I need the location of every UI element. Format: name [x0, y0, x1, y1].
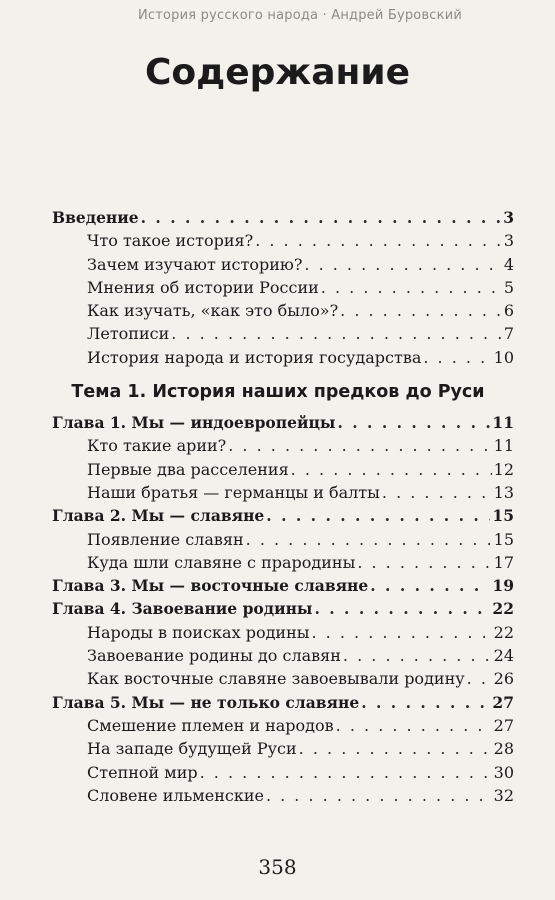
toc-entry-page: 6	[503, 301, 514, 321]
dot-leader	[299, 739, 492, 758]
toc-chapter-entry	[52, 693, 514, 716]
dot-leader	[255, 231, 502, 250]
toc-entry	[52, 483, 514, 506]
toc-entry-page: 32	[493, 785, 514, 805]
toc-entry	[52, 763, 514, 786]
toc-entry	[52, 231, 514, 254]
toc-chapter-entry	[52, 413, 514, 436]
toc-entry-label: Завоевание родины до славян	[87, 646, 341, 666]
dot-leader	[141, 208, 502, 227]
page-title: Содержание	[144, 52, 411, 93]
toc-entry-page: 27	[493, 715, 514, 735]
toc-entry-page: 15	[493, 529, 514, 549]
toc-entry-label: Первые два расселения	[87, 459, 289, 479]
dot-leader	[423, 348, 491, 367]
toc-entry-page: 19	[492, 576, 514, 596]
toc-entry-label: Глава 2. Мы — славяне	[52, 506, 265, 526]
toc-chapter-entry	[52, 576, 514, 599]
toc-chapter-entry	[52, 506, 514, 529]
dot-leader	[370, 576, 490, 595]
dot-leader	[357, 553, 491, 572]
toc-entry-page: 30	[493, 762, 514, 782]
dot-leader	[266, 506, 490, 525]
toc-entry-page: 15	[492, 506, 514, 526]
intro-list	[52, 208, 514, 371]
toc-entry	[52, 646, 514, 669]
toc-entry-label: Глава 5. Мы — не только славяне	[52, 692, 360, 712]
toc-entry-page: 22	[492, 599, 514, 619]
toc-entry	[52, 460, 514, 483]
dot-leader	[171, 324, 502, 343]
toc-entry-label: Наши братья — германцы и балты	[87, 482, 380, 502]
toc-entry-label: На западе будущей Руси	[87, 739, 297, 759]
toc-entry-label: Летописи	[87, 324, 170, 344]
section-heading: Тема 1. История наших предков до Руси	[71, 382, 485, 403]
toc-entry-page: 28	[493, 739, 514, 759]
toc-entry	[52, 530, 514, 553]
toc-entry-page: 26	[493, 669, 514, 689]
toc-entry-label: Степной мир	[87, 762, 198, 782]
toc-entry-label: Появление славян	[87, 529, 244, 549]
toc-entry-label: Зачем изучают историю?	[87, 254, 303, 274]
toc-entry	[52, 348, 514, 371]
toc-entry-label: Мнения об истории России	[87, 277, 319, 297]
toc-entry-label: Смешение племен и народов	[87, 715, 334, 735]
chapter-list	[52, 413, 514, 809]
toc-entry-page: 4	[503, 254, 514, 274]
toc-entry-page: 22	[493, 622, 514, 642]
dot-leader	[382, 483, 492, 502]
toc-entry-label: Введение	[52, 208, 139, 227]
toc-entry-label: Куда шли славяне с прародины	[87, 552, 356, 572]
page-number: 358	[258, 855, 297, 879]
dot-leader	[266, 786, 492, 805]
toc-entry-page: 27	[492, 692, 514, 712]
toc-entry-label: Словене ильменские	[87, 785, 264, 805]
toc-entry	[52, 786, 514, 809]
dot-leader	[314, 599, 490, 618]
toc-entry-page: 3	[503, 208, 514, 227]
dot-leader	[337, 413, 490, 432]
toc-entry	[52, 301, 514, 324]
toc-entry-page: 11	[493, 436, 514, 456]
toc-entry	[52, 255, 514, 278]
toc-entry	[52, 739, 514, 762]
toc-entry-label: Как изучать, «как это было»?	[87, 301, 339, 321]
dot-leader	[291, 460, 492, 479]
toc-entry	[52, 324, 514, 347]
dot-leader	[228, 436, 491, 455]
dot-leader	[321, 278, 502, 297]
toc-entry-label: Как восточные славяне завоевывали родину	[87, 669, 465, 689]
toc-entry-page: 5	[503, 277, 514, 297]
toc-chapter-entry	[52, 208, 514, 231]
dot-leader	[304, 255, 501, 274]
toc-entry-label: Кто такие арии?	[87, 436, 227, 456]
toc-entry-page: 10	[493, 347, 514, 367]
dot-leader	[467, 669, 492, 688]
running-header: История русского народа · Андрей Буровский	[137, 8, 463, 23]
toc-entry-page: 13	[493, 482, 514, 502]
table-of-contents	[52, 208, 514, 809]
toc-entry-page: 11	[492, 413, 514, 433]
toc-entry-label: Народы в поисках родины	[87, 622, 310, 642]
toc-entry	[52, 669, 514, 692]
toc-entry	[52, 278, 514, 301]
dot-leader	[361, 693, 490, 712]
dot-leader	[336, 716, 492, 735]
dot-leader	[340, 301, 502, 320]
toc-entry-label: Что такое история?	[87, 231, 254, 251]
toc-entry-page: 12	[493, 459, 514, 479]
toc-entry-page: 7	[503, 324, 514, 344]
toc-chapter-entry	[52, 599, 514, 622]
toc-entry-label: Глава 1. Мы — индоевропейцы	[52, 413, 336, 433]
toc-entry	[52, 716, 514, 739]
dot-leader	[246, 530, 492, 549]
toc-entry	[52, 436, 514, 459]
toc-entry-label: История народа и история государства	[87, 347, 422, 367]
toc-entry	[52, 553, 514, 576]
toc-entry	[52, 623, 514, 646]
dot-leader	[200, 763, 492, 782]
toc-entry-page: 24	[493, 646, 514, 666]
toc-entry-page: 17	[493, 552, 514, 572]
dot-leader	[312, 623, 492, 642]
dot-leader	[343, 646, 492, 665]
toc-entry-page: 3	[503, 231, 514, 251]
toc-entry-label: Глава 3. Мы — восточные славяне	[52, 576, 369, 596]
toc-entry-label: Глава 4. Завоевание родины	[52, 599, 313, 619]
